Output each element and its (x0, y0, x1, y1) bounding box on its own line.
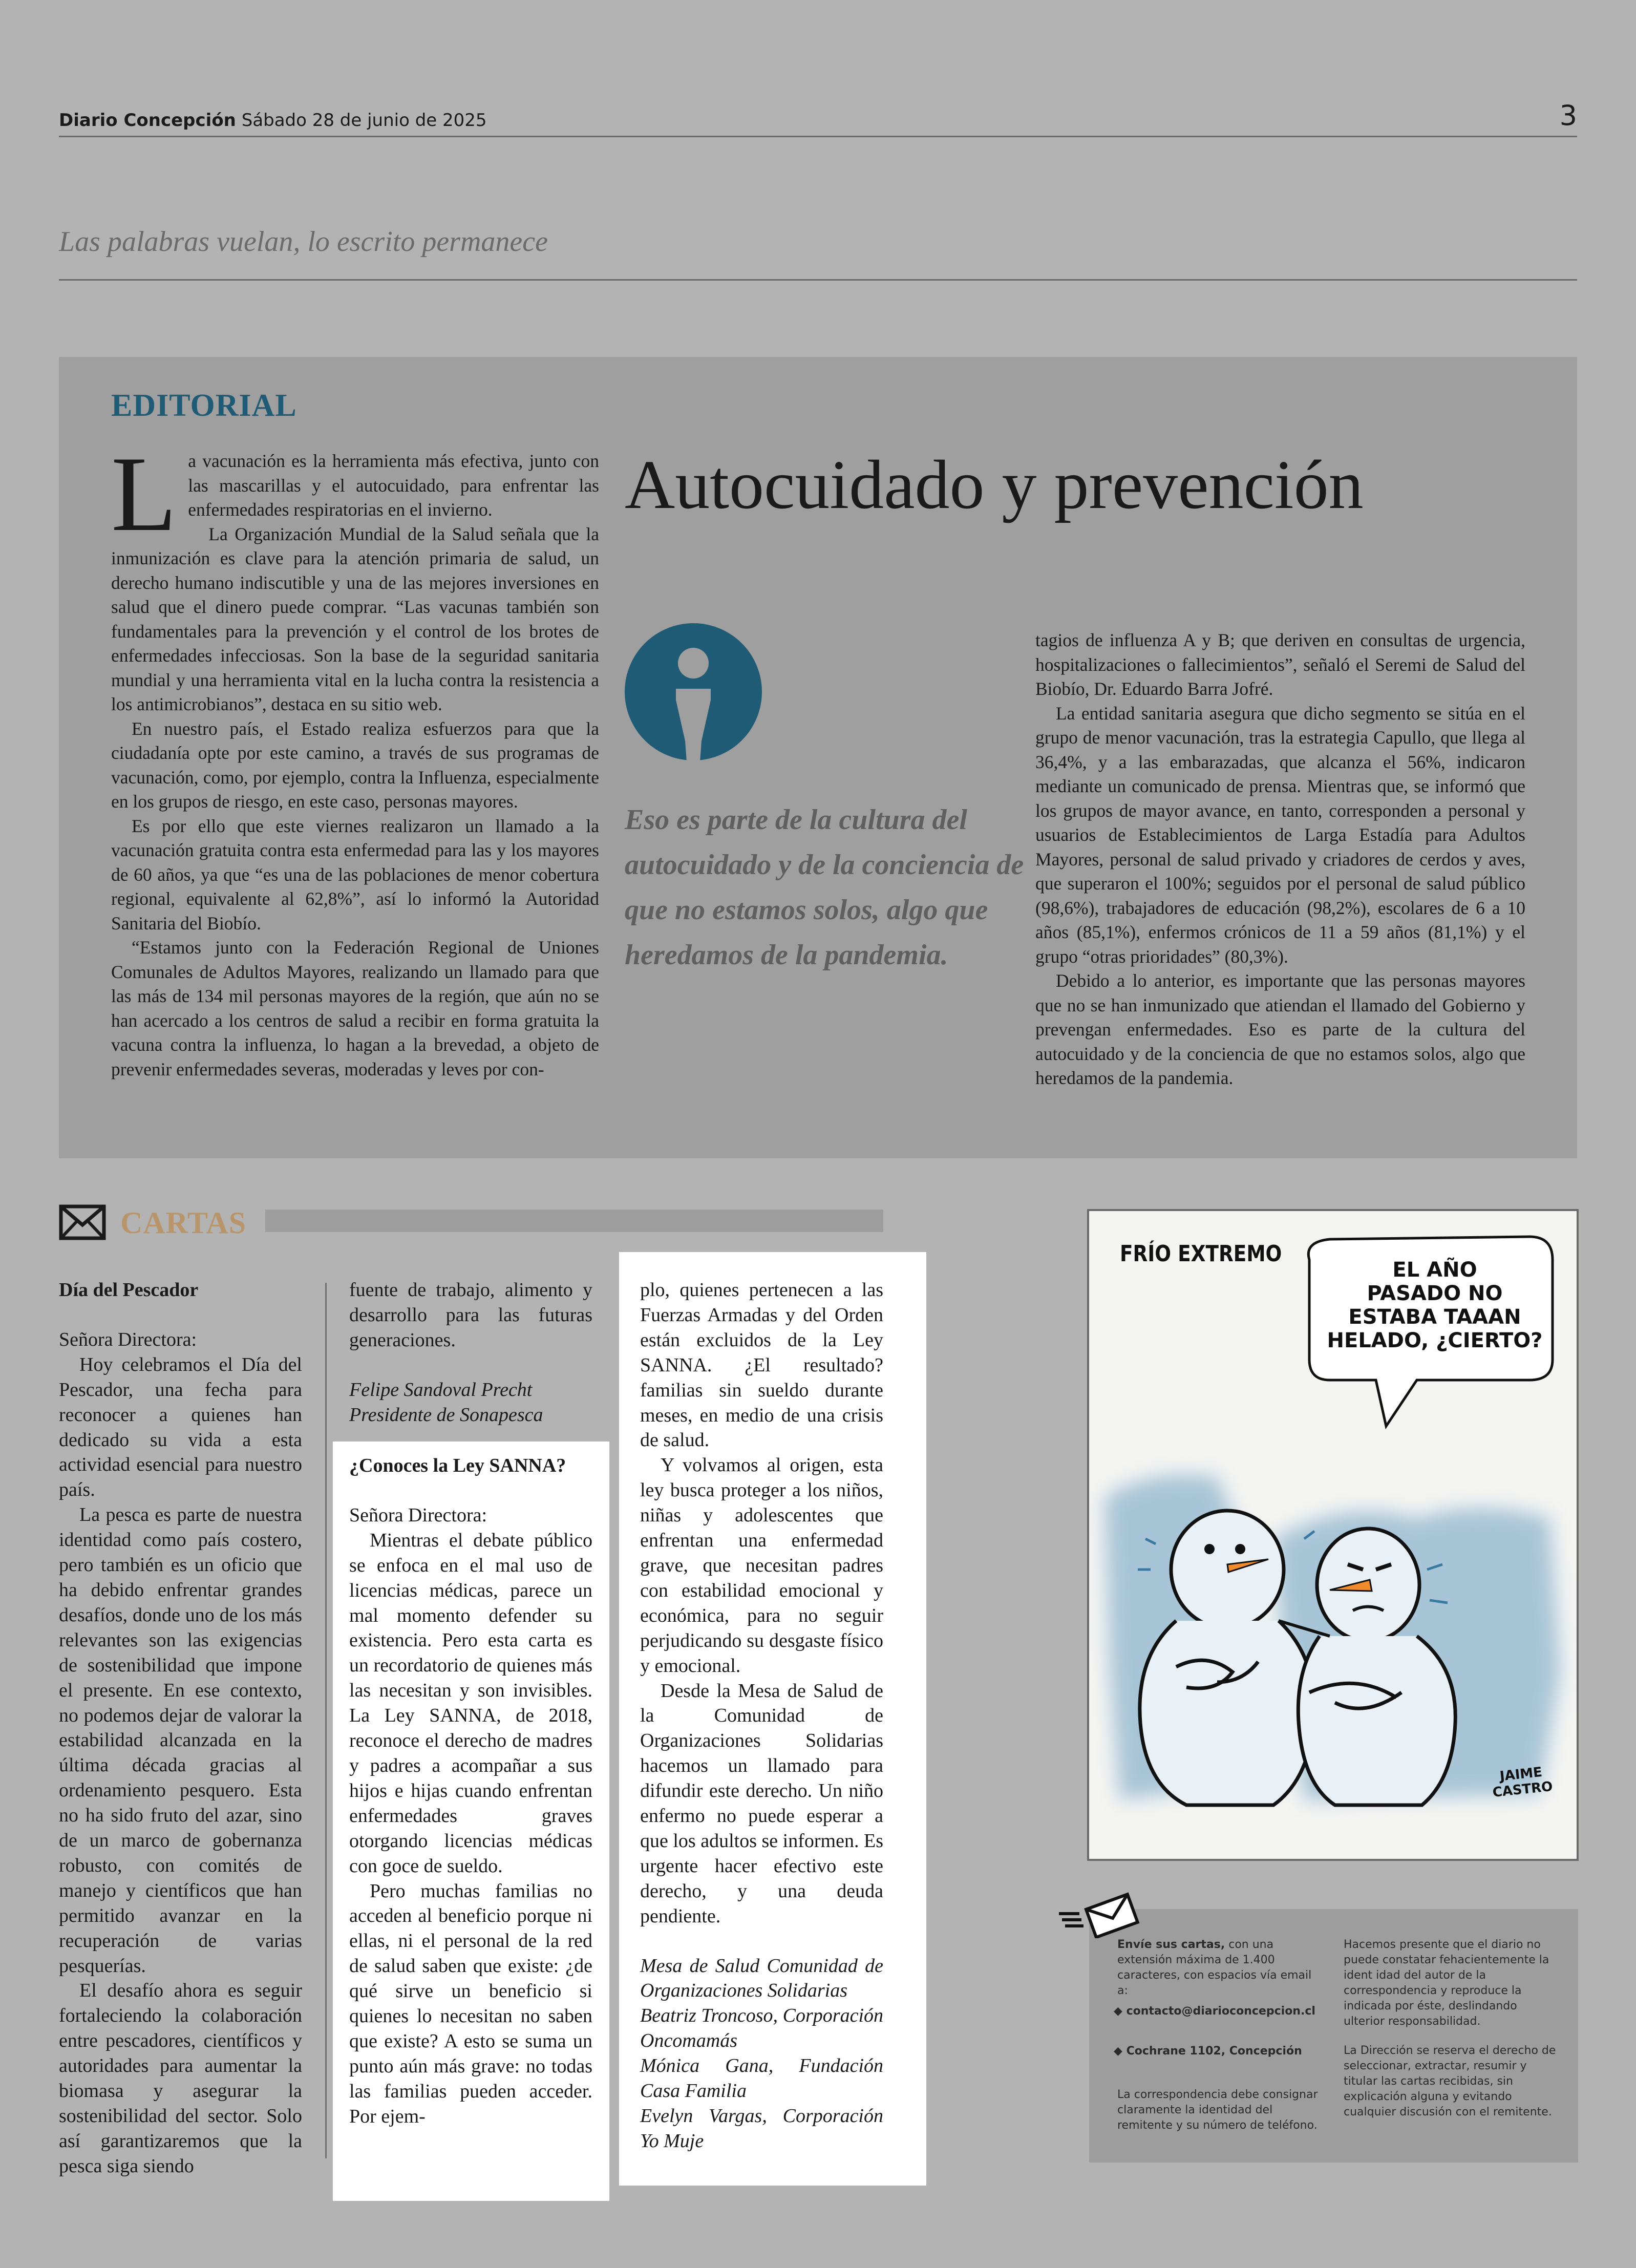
disclaimer-editing: La Dirección se reserva el derecho de seleccionar, extractar, resumir y titular las cartas recibidas, sin explicación alguna y evitando cualquier discusión con el remitente. (1344, 2044, 1556, 2118)
paper-name: Diario Concepción (59, 110, 236, 131)
drop-cap: L (111, 435, 177, 554)
header-paper-line (59, 110, 487, 131)
cartas-header (59, 1203, 883, 1239)
letter-paragraph: fuente de trabajo, alimento y desarrollo para las futuras generaciones. (349, 1279, 592, 1351)
editorial-column-3 (1035, 628, 1525, 1091)
page-number: 3 (1559, 99, 1577, 132)
column-divider (325, 1283, 327, 2158)
letter-signature-name: Felipe Sandoval Precht (349, 1379, 533, 1401)
editorial-paragraph: Debido a lo anterior, es importante que las personas mayores que no se han inmunizado que atiendan el llamado del Gobierno y prevengan enfermedades. Eso es parte de la cultura del autocuidado y de la conciencia de que no estamos solos, algo que heredamos de la pandemia. (1035, 970, 1525, 1088)
letter-salutation: Señora Directora: (59, 1328, 197, 1350)
letter-dia-del-pescador (59, 1278, 302, 2179)
letter-paragraph: Pero muchas familias no acceden al beneficio porque ni ellas, ni el personal de la red de salud saben que existe: ¿de qué sirve un beneficio si quienes lo necesitan no saben que existe? A esto se suma un punto aún más grave: no todas las familias pueden acceder. Por ejem- (349, 1880, 592, 2127)
cartoon-speech-bubble: EL AÑO PASADO NO ESTABA TAAAN HELADO, ¿CIERTO? (1327, 1258, 1543, 1352)
letter-salutation: Señora Directora: (349, 1504, 487, 1526)
flying-envelope-icon (1059, 1887, 1141, 1938)
letter-paragraph: plo, quienes pertenecen a las Fuerzas Armadas y del Orden están excluidos de la Ley SANNA. ¿El resultado? familias sin sueldo durante meses, en medio de una crisis de salud. (640, 1279, 883, 1451)
letter-paragraph: El desafío ahora es seguir fortaleciendo la colaboración entre pescadores, científicos y autoridades para aumentar la biomasa y asegurar la sostenibilidad del sector. Solo así garantizaremos que la pesca siga siendo (59, 1980, 302, 2177)
editorial-cartoon (1087, 1209, 1579, 1861)
diamond-bullet-icon: ◆ (1114, 2005, 1122, 2018)
editorial-paragraph: Es por ello que este viernes realizaron un llamado a la vacunación gratuita contra esta enfermedad para las y los mayores de 60 años, ya que “es una de las poblaciones de menor cobertura regional, equivalente al 62,8%”, así lo informó la Autoridad Sanitaria del Biobío. (111, 815, 599, 934)
cartoon-title: FRÍO EXTREMO (1120, 1241, 1282, 1267)
letter-paragraph: Hoy celebramos el Día del Pescador, una fecha para reconocer a quienes han dedicado su vida a esta actividad esencial para nuestro país. (59, 1353, 302, 1501)
letter-ley-sanna-continuation (640, 1278, 883, 2154)
editorial-column-1 (111, 435, 599, 1082)
cartas-rule (265, 1210, 883, 1232)
letter-signature: Beatriz Troncoso, Corporación Oncomamás (640, 2005, 883, 2052)
editorial-label: EDITORIAL (111, 388, 297, 423)
cartoonist-signature: JAIME CASTRO (1492, 1764, 1554, 1800)
editorial-paragraph: La Organización Mundial de la Salud señala que la inmunización es clave para la atención primaria de salud, un derecho humano indiscutible y una de las mejores inversiones en salud que el dinero puede comprar. “Las vacunas también son fundamentales para la prevención y el control de los brotes de enfermedades infecciosas. Son la base de la seguridad sanitaria mundial y una herramienta vital en la lucha contra la resistencia a los antimicrobianos”, destaca en su sitio web. (111, 523, 599, 714)
letter-title: ¿Conoces la Ley SANNA? (349, 1455, 566, 1476)
letter-paragraph: Desde la Mesa de Salud de la Comunidad de Organizaciones Solidarias hacemos un llamado para difundir este derecho. Un niño enfermo no puede esperar a que los adultos se informen. Es urgente hacer efectivo este derecho, y una deuda pendiente. (640, 1680, 883, 1927)
editorial-paragraph: La entidad sanitaria asegura que dicho segmento se sitúa en el grupo de menor vacunación, tras la estrategia Capullo, que llega al 36,4%, y a las embarazadas, que alcanza el 56%, indicaron mediante un comunicado de prensa. Mientras que, se informó que los grupos de mayor avance, en tanto, corresponden a personal y usuarios de Establecimientos de Larga Estadía para Adultos Mayores, personal de salud privado y criadores de cerdos y aves, que superaron el 100%; seguidos por el personal de salud público (98,6%), trabajadores de educación (98,2%), escolares de 6 a 10 años (85,1%), enfermos crónicos de 11 a 59 años (81,1%) y el grupo “otras prioridades” (80,3%). (1035, 703, 1525, 967)
editorial-paragraph: tagios de influenza A y B; que deriven en consultas de urgencia, hospitalizaciones o fallecimientos”, señaló el Seremi de Salud del Biobío, Dr. Eduardo Barra Jofré. (1035, 630, 1525, 699)
cartas-title: CARTAS (120, 1206, 247, 1240)
letter-ley-sanna (349, 1453, 592, 2129)
letter-signature: Mesa de Salud Comunidad de Organizaciones Solidarias (640, 1955, 883, 2002)
letter-dia-del-pescador-continuation (349, 1278, 592, 1428)
submission-email: ◆ contacto@diarioconcepcion.cl (1114, 2005, 1315, 2018)
letter-paragraph: Y volvamos al origen, esta ley busca proteger a los niños, niñas y adolescentes que enfrentan una enfermedad grave, que necesitan padres con estabilidad emocional y económica, para no seguir perjudicando su desgaste físico y emocional. (640, 1454, 883, 1677)
submission-instructions: Envíe sus cartas, con una extensión máxima de 1.400 caracteres, con espacios vía email a: (1117, 1938, 1312, 1997)
letters-submission-info (1089, 1909, 1578, 2163)
editorial-title: Autocuidado y prevención (625, 447, 1364, 523)
disclaimer-authorship: Hacemos presente que el diario no puede constatar fehacientemente la ident idad del autor de la correspondencia y reproduce la indicada por éste, deslindando ulterior responsabilidad. (1344, 1938, 1549, 2028)
editorial-paragraph: En nuestro país, el Estado realiza esfuerzos para que la ciudadanía opte por este camino, a través de sus programas de vacunación, como, por ejemplo, contra la Influenza, especialmente en los grupos de riesgo, en este caso, personas mayores. (111, 718, 599, 812)
issue-date: Sábado 28 de junio de 2025 (241, 110, 487, 131)
editorial-panel (59, 357, 1577, 1158)
diamond-bullet-icon: ◆ (1114, 2045, 1122, 2058)
editorial-paragraph: L a vacunación es la herramienta más efectiva, junto con las mascarillas y el autocuidado, para enfrentar las enfermedades respiratorias en el invierno. (111, 435, 599, 554)
section-motto: Las palabras vuelan, lo escrito permanece (59, 221, 1577, 281)
editorial-paragraph: “Estamos junto con la Federación Regional de Uniones Comunales de Adultos Mayores, realizando un llamado para que las más de 134 mil personas mayores de la región, que aún no se han acercado a los centros de salud a recibir en forma gratuita la vacuna contra la influenza, lo hagan a la brevedad, a objeto de prevenir enfermedades severas, moderadas y leves por con- (111, 937, 599, 1079)
page-header (59, 99, 1577, 137)
submission-identity-note: La correspondencia debe consignar claramente la identidad del remitente y su número de teléfono. (1117, 2088, 1318, 2132)
submission-address: ◆ Cochrane 1102, Concepción (1114, 2045, 1302, 2058)
letter-signature: Evelyn Vargas, Corporación Yo Muje (640, 2105, 883, 2152)
letter-paragraph: Mientras el debate público se enfoca en el mal uso de licencias médicas, parece un mal momento defender su existencia. Pero esta carta es un recordatorio de quienes más las necesitan y son invisibles. La Ley SANNA, de 2018, reconoce el derecho de madres y padres a acompañar a sus hijos e hijas cuando enfrentan enfermedades graves otorgando licencias médicas con goce de sueldo. (349, 1529, 592, 1877)
letter-title: Día del Pescador (59, 1279, 199, 1301)
info-icon (625, 623, 762, 769)
pull-quote: Eso es parte de la cultura del autocuidado y de la conciencia de que no estamos solos, algo que heredamos de la pandemia. (625, 804, 1024, 971)
letter-paragraph: La pesca es parte de nuestra identidad como país costero, pero también es un oficio que ha debido enfrentar grandes desafíos, donde uno de los más relevantes son las exigencias de sostenibilidad que impone el presente. En ese contexto, no podemos dejar de valorar la estabilidad alcanzada en la última década gracias al ordenamiento pesquero. Esta no ha sido fruto del azar, sino de un marco de gobernanza robusto, con comités de manejo y científicos que han permitido avanzar en la recuperación de varias pesquerías. (59, 1504, 302, 1977)
letter-signature-role: Presidente de Sonapesca (349, 1404, 543, 1426)
letter-signature: Mónica Gana, Fundación Casa Familia (640, 2055, 883, 2102)
envelope-icon (59, 1204, 106, 1240)
